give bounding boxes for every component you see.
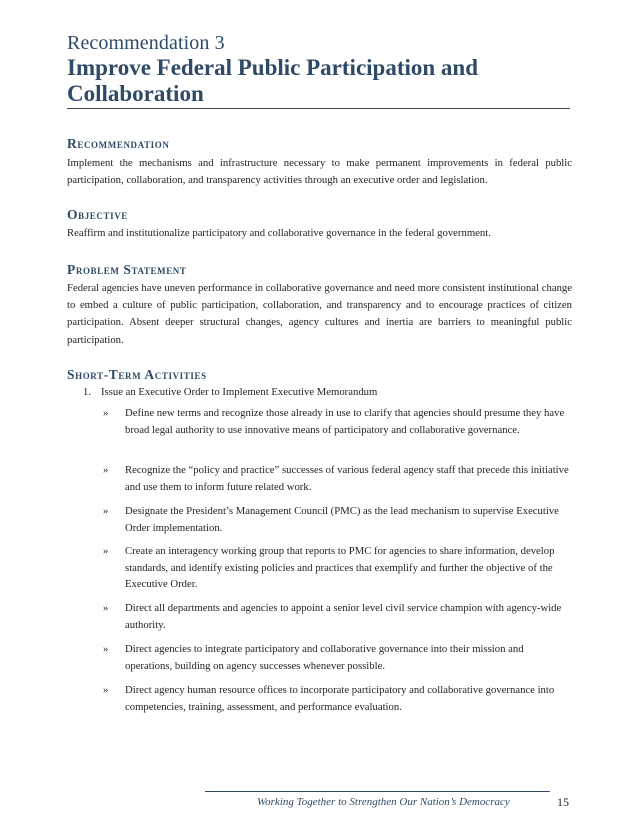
list-item [103, 682, 573, 715]
list-item [103, 462, 573, 495]
item-number: 1. [83, 386, 92, 398]
bullet-text: Recognize the “policy and practice” successes of various federal agency staff that precede this initiative and use them to inform future related work. [125, 464, 569, 493]
bullet-text: Direct agency human resource offices to incorporate participatory and collaborative governance into competencies, training, assessment, and performance evaluation. [125, 684, 555, 713]
title-divider [67, 108, 570, 109]
recommendation-heading: Recommendation [67, 136, 170, 151]
bullet-text: Create an interagency working group that reports to PMC for agencies to share information, develop standards, and identify existing policies and practices that exemplify and further the objective of the Executive Order. [125, 545, 555, 590]
bullet-glyph: » [103, 684, 109, 696]
problem-statement-body: Federal agencies have uneven performance in collaborative governance and need more consistent institutional change to embed a culture of public participation, collaboration, and transparency and to encourage practices of citizen participation. Absent deeper structural changes, agency cultures and inertia are barriers to meaningful public participation. [67, 282, 572, 346]
bullet-text: Direct all departments and agencies to appoint a senior level civil service champion with agency-wide authority. [125, 602, 562, 631]
footer-tagline: Working Together to Strengthen Our Nation’s Democracy [257, 796, 510, 808]
bullet-text: Direct agencies to integrate participatory and collaborative governance into their mission and operations, building on agency successes whenever possible. [125, 643, 524, 672]
bullet-glyph: » [103, 545, 109, 557]
objective-body: Reaffirm and institutionalize participatory and collaborative governance in the federal government. [67, 227, 491, 239]
bullet-glyph: » [103, 407, 109, 419]
numbered-item [83, 386, 377, 398]
problem-statement-heading: Problem Statement [67, 262, 187, 277]
footer-divider [205, 791, 550, 792]
bullet-glyph: » [103, 464, 109, 476]
bullet-text: Define new terms and recognize those already in use to clarify that agencies should presume they have broad legal authority to use innovative means of participatory and collaborative governance. [125, 407, 565, 436]
list-item [103, 543, 573, 593]
list-item [103, 405, 573, 438]
bullet-glyph: » [103, 602, 109, 614]
objective-heading: Objective [67, 207, 128, 222]
bullet-glyph: » [103, 505, 109, 517]
list-item [103, 600, 573, 633]
item-text: Issue an Executive Order to Implement Executive Memorandum [101, 386, 378, 398]
list-item [103, 503, 573, 536]
page-title: Improve Federal Public Participation and Collaboration [67, 55, 479, 106]
list-item [103, 641, 573, 674]
recommendation-body: Implement the mechanisms and infrastructure necessary to make permanent improvements in federal public participation, collaboration, and transparency activities through an executive order and legislation. [67, 157, 572, 187]
short-term-activities-heading: Short-Term Activities [67, 367, 207, 382]
bullet-text: Designate the President’s Management Council (PMC) as the lead mechanism to supervise Executive Order implementation. [125, 505, 559, 534]
page-number: 15 [557, 795, 569, 809]
bullet-glyph: » [103, 643, 109, 655]
recommendation-number: Recommendation 3 [67, 32, 225, 54]
